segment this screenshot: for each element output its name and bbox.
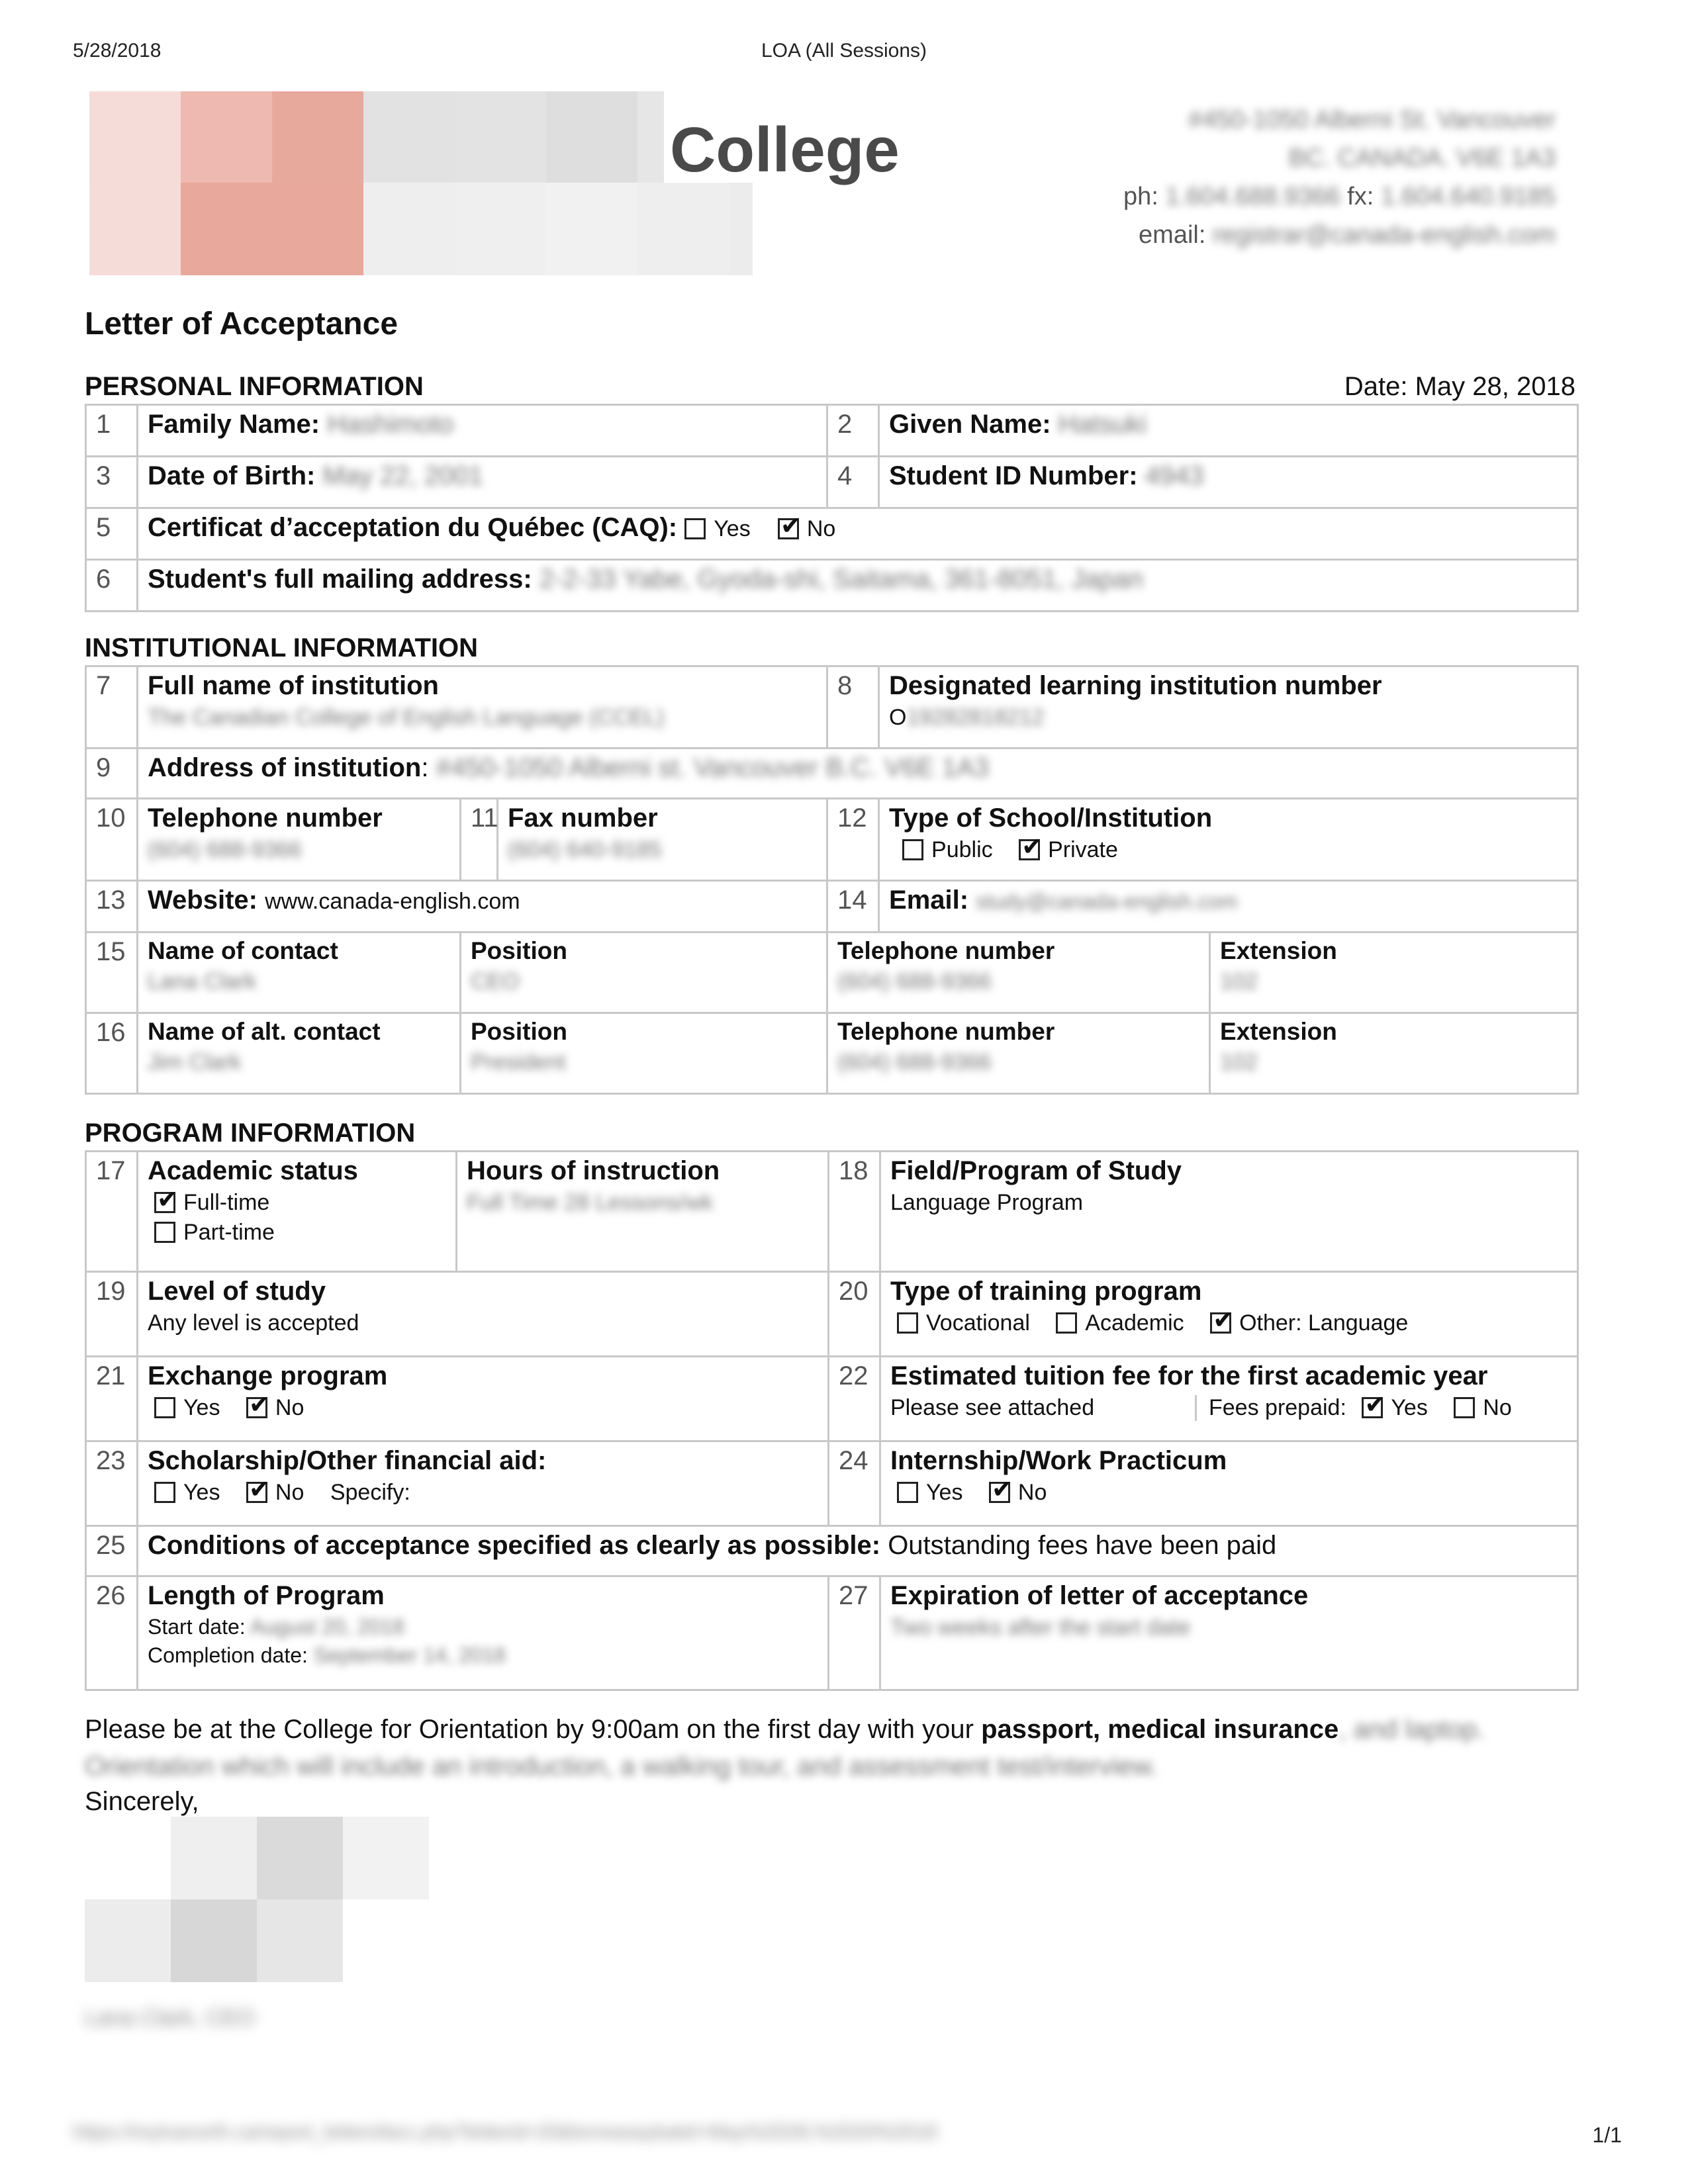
field-number: 10 <box>86 799 138 881</box>
signature-image <box>85 1817 429 1982</box>
field-number: 12 <box>827 799 879 881</box>
sincerely-text: Sincerely, <box>85 1787 199 1816</box>
field-number: 4 <box>827 457 879 508</box>
program-of-study-field: Field/Program of Study Language Program <box>880 1152 1578 1272</box>
field-number: 19 <box>86 1272 138 1357</box>
program-length-field: Length of Program Start date: August 20, 2018 Completion date: September 14, 2018 <box>138 1576 829 1690</box>
institution-name-field: Full name of institution The Canadian College of English Language (CCEL) <box>138 666 827 749</box>
letter-date: Date: May 28, 2018 <box>1344 372 1575 401</box>
field-number: 26 <box>86 1576 138 1690</box>
checkbox-unchecked-icon[interactable] <box>1056 1312 1077 1334</box>
checkbox-unchecked-icon[interactable] <box>1454 1397 1475 1418</box>
training-program-type-field: Type of training program Vocational Academic ✔ Other: Language <box>880 1272 1578 1357</box>
checkbox-unchecked-icon[interactable] <box>897 1312 918 1334</box>
checkbox-checked-icon[interactable] <box>989 1482 1010 1503</box>
field-number: 16 <box>86 1013 138 1094</box>
alt-contact-telephone-field: Telephone number (604) 688-9366 <box>827 1013 1210 1094</box>
academic-status-field: Academic status ✔Full-time Part-time <box>138 1152 457 1272</box>
checkbox-checked-icon[interactable] <box>778 518 799 539</box>
checkbox-unchecked-icon[interactable] <box>154 1397 175 1418</box>
fax-field: Fax number (604) 640-9185 <box>498 799 827 881</box>
footer-url[interactable]: https://mylcanorth.ca/report_letterofacc.php?letterid=20&lorreasaybatel=May%2028,%2020%2018 <box>73 2121 937 2143</box>
level-of-study-field: Level of study Any level is accepted <box>138 1272 829 1357</box>
dli-number-field: Designated learning institution number O19282818212 <box>879 666 1578 749</box>
internship-field: Internship/Work Practicum Yes ✔ No <box>880 1441 1578 1526</box>
telephone-field: Telephone number (604) 688-9366 <box>138 799 461 881</box>
email-field: Email: study@canada-english.com <box>879 881 1578 933</box>
field-number: 11 <box>461 799 498 881</box>
field-number: 23 <box>86 1441 138 1526</box>
field-number: 2 <box>827 405 879 457</box>
checkbox-unchecked-icon[interactable] <box>684 518 706 539</box>
college-address-line2: BC. CANADA. V6E 1A3 <box>1288 144 1556 172</box>
alt-contact-position-field: Position President <box>461 1013 827 1094</box>
section-personal-heading: PERSONAL INFORMATION <box>85 372 424 401</box>
field-number: 9 <box>86 749 138 799</box>
personal-info-table <box>85 404 1579 612</box>
exchange-program-field: Exchange program Yes ✔ No <box>138 1357 829 1441</box>
school-type-field: Type of School/Institution Public ✔ Private <box>879 799 1578 881</box>
checkbox-checked-icon[interactable] <box>246 1397 267 1418</box>
alt-contact-extension-field: Extension 102 <box>1210 1013 1578 1094</box>
contact-position-field: Position CEO <box>461 933 827 1013</box>
print-title: LOA (All Sessions) <box>761 40 927 62</box>
field-number: 6 <box>86 560 138 612</box>
checkbox-checked-icon[interactable] <box>154 1192 175 1213</box>
family-name-field: Family Name: Hashimoto <box>138 405 827 457</box>
field-number: 27 <box>829 1576 880 1690</box>
checkbox-checked-icon[interactable] <box>1362 1397 1383 1418</box>
checkbox-checked-icon[interactable] <box>1210 1312 1231 1334</box>
field-number: 13 <box>86 881 138 933</box>
checkbox-unchecked-icon[interactable] <box>154 1222 175 1243</box>
field-number: 20 <box>829 1272 880 1357</box>
checkbox-unchecked-icon[interactable] <box>154 1482 175 1503</box>
mailing-address-field: Student's full mailing address: 2-2-33 Yabe, Gyoda-shi, Saitama, 361-8051, Japan <box>138 560 1578 612</box>
field-number: 8 <box>827 666 879 749</box>
contact-extension-field: Extension 102 <box>1210 933 1578 1013</box>
alt-contact-name-field: Name of alt. contact Jim Clark <box>138 1013 461 1094</box>
field-number: 17 <box>86 1152 138 1272</box>
institution-info-table <box>85 665 1579 1095</box>
college-phone-fax: ph: 1.604.688.9366 fx: 1.604.640.9185 <box>1123 183 1556 210</box>
date-of-birth-field: Date of Birth: May 22, 2001 <box>138 457 827 508</box>
field-number: 25 <box>86 1526 138 1576</box>
checkbox-unchecked-icon[interactable] <box>897 1482 918 1503</box>
field-number: 7 <box>86 666 138 749</box>
field-number: 24 <box>829 1441 880 1526</box>
checkbox-checked-icon[interactable] <box>246 1482 267 1503</box>
field-number: 22 <box>829 1357 880 1441</box>
institution-address-field: Address of institution: #450-1050 Alberni st. Vancouver B.C. V6E 1A3 <box>138 749 1578 799</box>
section-institution-heading: INSTITUTIONAL INFORMATION <box>85 633 479 662</box>
contact-telephone-field: Telephone number (604) 688-9366 <box>827 933 1210 1013</box>
print-date: 5/28/2018 <box>73 40 162 62</box>
student-id-field: Student ID Number: 4943 <box>879 457 1578 508</box>
checkbox-unchecked-icon[interactable] <box>902 839 923 860</box>
field-number: 21 <box>86 1357 138 1441</box>
section-program-heading: PROGRAM INFORMATION <box>85 1118 416 1148</box>
field-number: 1 <box>86 405 138 457</box>
caq-field: Certificat d’acceptation du Québec (CAQ): Yes ✔ No <box>138 508 1578 560</box>
college-email: email: registrar@canada-english.com <box>1139 221 1556 249</box>
field-number: 14 <box>827 881 879 933</box>
college-wordmark: College <box>670 114 900 185</box>
tuition-fee-field: Estimated tuition fee for the first academic year Please see attached Fees prepaid: ✔ Yes No <box>880 1357 1578 1441</box>
contact-name-field: Name of contact Lana Clark <box>138 933 461 1013</box>
field-number: 3 <box>86 457 138 508</box>
field-number: 5 <box>86 508 138 560</box>
signer-name: Lana Clark, CEO <box>85 2005 255 2030</box>
college-address-line1: #450-1050 Alberni St. Vancouver <box>1188 106 1556 134</box>
website-field: Website: www.canada-english.com <box>138 881 827 933</box>
orientation-paragraph: Please be at the College for Orientation by 9:00am on the first day with your passport, medical insurance, and laptop. Orientation which will include an introduction, a walking tour, and assessment test/interview. <box>85 1715 1485 1781</box>
field-number: 18 <box>829 1152 880 1272</box>
scholarship-field: Scholarship/Other financial aid: Yes ✔ No Specify: <box>138 1441 829 1526</box>
loa-expiration-field: Expiration of letter of acceptance Two weeks after the start date <box>880 1576 1578 1690</box>
hours-of-instruction-field: Hours of instruction Full Time 28 Lessons/wk <box>457 1152 829 1272</box>
page-number: 1/1 <box>1592 2123 1622 2147</box>
document-title: Letter of Acceptance <box>85 306 399 341</box>
conditions-field: Conditions of acceptance specified as clearly as possible: Outstanding fees have been paid <box>138 1526 1578 1576</box>
program-info-table <box>85 1150 1579 1691</box>
given-name-field: Given Name: Hatsuki <box>879 405 1578 457</box>
field-number: 15 <box>86 933 138 1013</box>
checkbox-checked-icon[interactable] <box>1019 839 1040 860</box>
